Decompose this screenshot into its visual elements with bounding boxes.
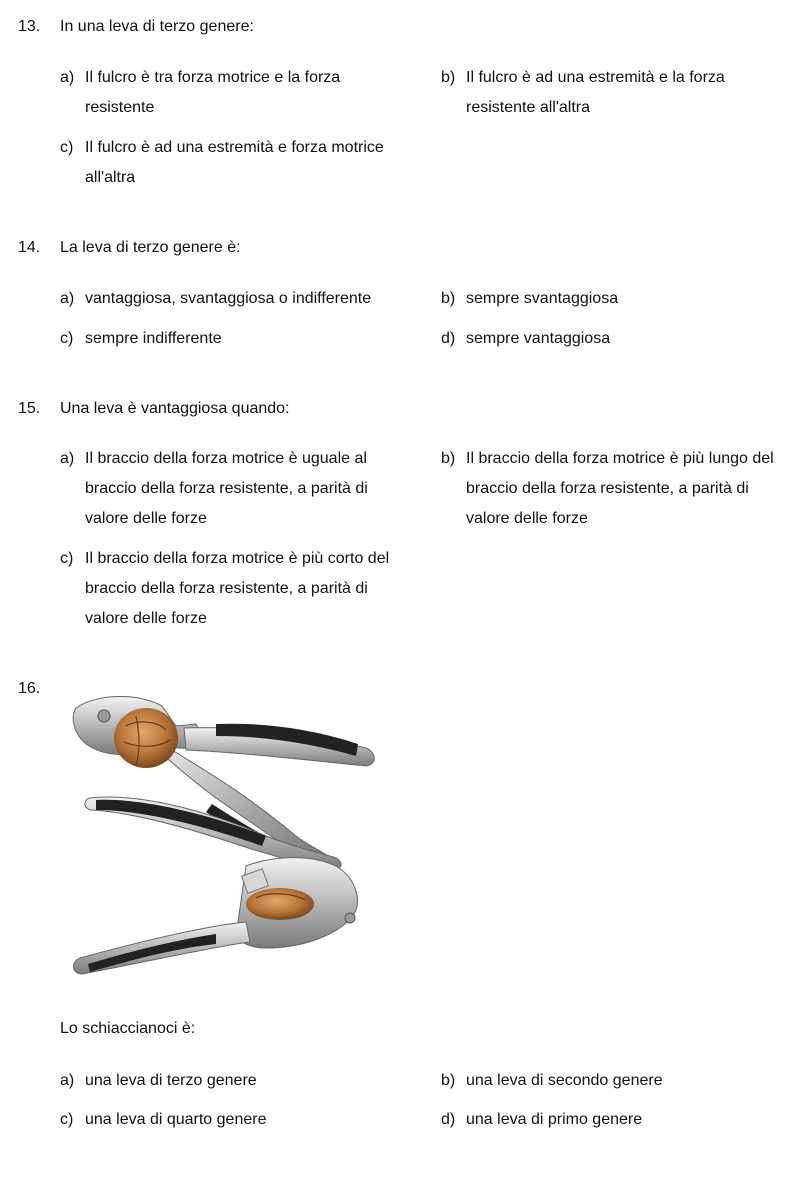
question-16-text: Lo schiaccianoci è: bbox=[60, 1020, 196, 1037]
option-line: Il braccio della forza motrice è uguale al bbox=[85, 450, 367, 467]
option-line: Il fulcro è ad una estremità e forza motrice bbox=[85, 139, 384, 156]
option-label: c) bbox=[60, 550, 74, 567]
option-line: braccio della forza resistente, a parità di bbox=[466, 480, 749, 497]
option-label: c) bbox=[60, 330, 74, 347]
question-15-option-c[interactable] bbox=[60, 544, 420, 634]
question-16-option-b[interactable] bbox=[441, 1066, 801, 1096]
question-15-option-b[interactable] bbox=[441, 444, 806, 534]
question-16-option-c[interactable] bbox=[60, 1105, 420, 1135]
option-line: vantaggiosa, svantaggiosa o indifferente bbox=[85, 290, 372, 307]
option-line: valore delle forze bbox=[466, 510, 588, 527]
option-label: a) bbox=[60, 450, 75, 467]
question-14-option-b[interactable] bbox=[441, 284, 801, 314]
option-label: c) bbox=[60, 139, 74, 156]
option-line: sempre vantaggiosa bbox=[466, 330, 611, 347]
question-14-text: La leva di terzo genere è: bbox=[60, 239, 241, 256]
option-line: valore delle forze bbox=[85, 610, 207, 627]
option-line: resistente bbox=[85, 99, 155, 116]
option-line: una leva di secondo genere bbox=[466, 1072, 663, 1089]
question-13-option-c[interactable] bbox=[60, 133, 420, 193]
option-label: d) bbox=[441, 330, 456, 347]
option-label: b) bbox=[441, 1072, 456, 1089]
option-label: a) bbox=[60, 290, 75, 307]
option-line: valore delle forze bbox=[85, 510, 207, 527]
option-line: una leva di terzo genere bbox=[85, 1072, 257, 1089]
option-line: braccio della forza resistente, a parità di bbox=[85, 580, 368, 597]
option-label: a) bbox=[60, 1072, 75, 1089]
option-line: una leva di quarto genere bbox=[85, 1111, 267, 1128]
option-line: una leva di primo genere bbox=[466, 1111, 643, 1128]
option-line: resistente all'altra bbox=[466, 99, 590, 116]
question-14-option-d[interactable] bbox=[441, 324, 801, 354]
question-15-option-a[interactable] bbox=[60, 444, 420, 534]
question-15-number: 15. bbox=[18, 400, 41, 417]
nutcracker-bottom bbox=[73, 797, 357, 974]
question-13-option-b[interactable] bbox=[441, 63, 801, 123]
option-line: Il fulcro è ad una estremità e la forza bbox=[466, 69, 725, 86]
question-14-option-c[interactable] bbox=[60, 324, 420, 354]
question-16-number: 16. bbox=[18, 680, 41, 697]
question-16-option-a[interactable] bbox=[60, 1066, 420, 1096]
option-line: braccio della forza resistente, a parità di bbox=[85, 480, 368, 497]
question-16-option-d[interactable] bbox=[441, 1105, 801, 1135]
option-label: b) bbox=[441, 290, 456, 307]
question-14-number: 14. bbox=[18, 239, 41, 256]
option-line: Il braccio della forza motrice è più lungo del bbox=[466, 450, 774, 467]
option-line: Il braccio della forza motrice è più corto del bbox=[85, 550, 390, 567]
question-14-option-a[interactable] bbox=[60, 284, 420, 314]
option-line: sempre indifferente bbox=[85, 330, 222, 347]
question-15-text: Una leva è vantaggiosa quando: bbox=[60, 400, 290, 417]
option-line: sempre svantaggiosa bbox=[466, 290, 619, 307]
option-label: b) bbox=[441, 450, 456, 467]
nutcracker-image bbox=[66, 686, 386, 982]
question-13-option-a[interactable] bbox=[60, 63, 420, 123]
option-label: a) bbox=[60, 69, 75, 86]
option-label: c) bbox=[60, 1111, 74, 1128]
option-label: b) bbox=[441, 69, 456, 86]
option-label: d) bbox=[441, 1111, 456, 1128]
option-line: all'altra bbox=[85, 169, 136, 186]
question-13-text: In una leva di terzo genere: bbox=[60, 18, 254, 35]
question-13-number: 13. bbox=[18, 18, 41, 35]
option-line: Il fulcro è tra forza motrice e la forza bbox=[85, 69, 341, 86]
nutcracker-top bbox=[73, 696, 374, 870]
